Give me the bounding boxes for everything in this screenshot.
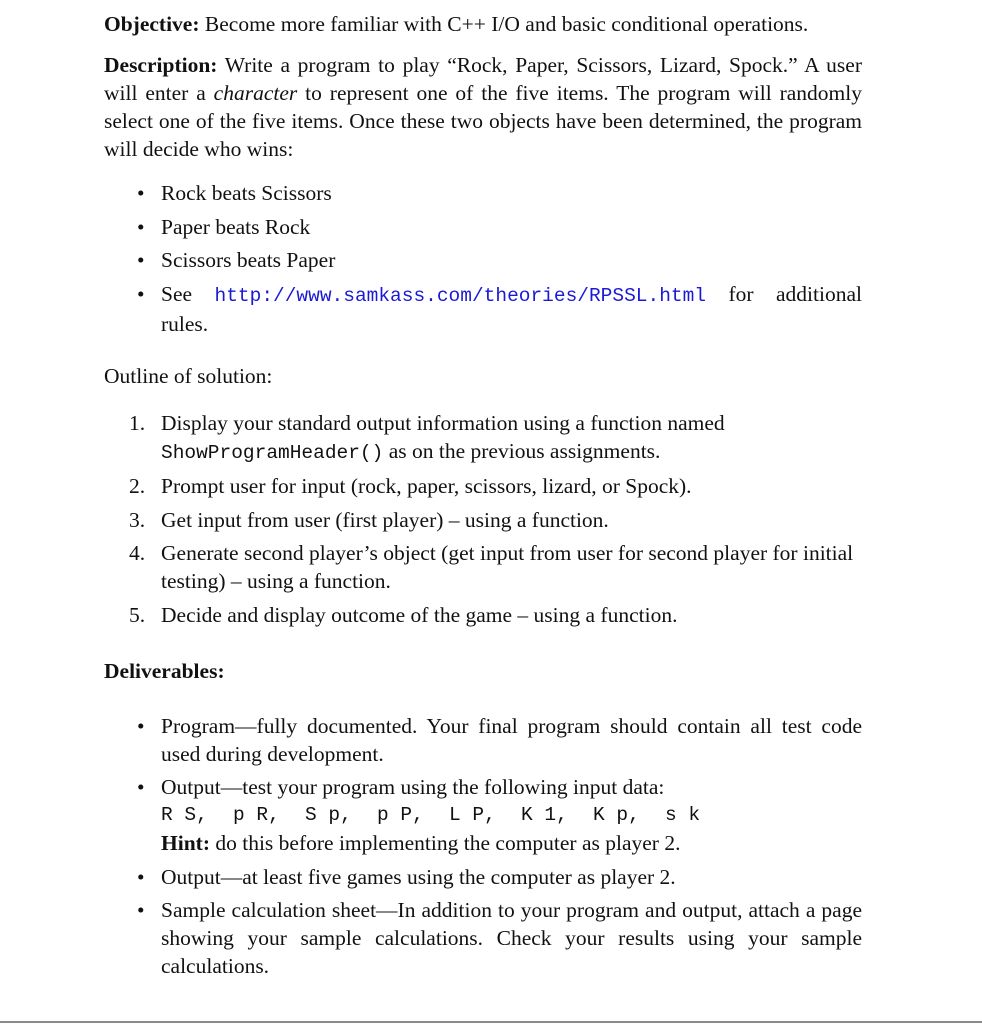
objective-text: Become more familiar with C++ I/O and basic conditional operations. <box>204 12 809 36</box>
list-item: • Rock beats Scissors <box>137 181 332 205</box>
bullet-icon: • <box>137 214 145 239</box>
list-item: 5. Decide and display outcome of the game – using a function. <box>129 602 678 627</box>
hint: Hint: do this before implementing the computer as player 2. <box>161 831 681 855</box>
objective-label: Objective: <box>104 12 200 36</box>
description-text-after: to represent one of the five items. The program will randomly select one of the five items. Once these two objects have been determined, the program will decide who wins: <box>104 81 862 161</box>
bullet-icon: • <box>137 775 145 799</box>
description-label: Description: <box>104 53 218 77</box>
outline-heading: Outline of solution: <box>104 363 273 388</box>
list-item: 2. Prompt user for input (rock, paper, scissors, lizard, or Spock). <box>129 474 692 498</box>
function-name: ShowProgramHeader() <box>161 441 384 464</box>
list-item: • Program—fully documented. Your final program should contain all test code used during development. <box>137 713 862 766</box>
list-item: 1. Display your standard output information using a function named ShowProgramHeader() as on the previous assignments. <box>129 410 725 464</box>
deliverables-heading: Deliverables: <box>104 658 225 683</box>
bottom-divider <box>0 1021 982 1023</box>
bullet-icon: • <box>137 281 145 306</box>
description-paragraph <box>104 51 862 163</box>
list-item: 3. Get input from user (first player) – using a function. <box>129 507 609 532</box>
description-emphasis: character <box>213 81 298 105</box>
bullet-icon: • <box>137 248 145 272</box>
list-item: 4. Generate second player’s object (get input from user for second player for initial testing) – using a function. <box>129 541 854 593</box>
bullet-icon: • <box>137 864 145 889</box>
list-item: • Paper beats Rock <box>137 214 311 239</box>
bullet-icon: • <box>137 898 145 922</box>
outline-steps <box>104 409 862 629</box>
document-page <box>104 10 862 986</box>
list-item: • Scissors beats Paper <box>137 248 336 272</box>
rules-list <box>104 179 862 338</box>
deliverables-list <box>104 712 862 981</box>
bullet-icon: • <box>137 181 145 205</box>
objective-paragraph <box>104 10 862 38</box>
description-text-before: Write a program to play “Rock, Paper, Scissors, Lizard, Spock.” A user will enter a <box>104 53 862 105</box>
bullet-icon: • <box>137 713 145 738</box>
list-item: • See http://www.samkass.com/theories/RPSSL.html for additional rules. <box>137 281 862 336</box>
rules-link[interactable]: http://www.samkass.com/theories/RPSSL.html <box>214 284 706 307</box>
test-data: R S, p R, S p, p P, L P, K 1, K p, s k <box>161 804 701 826</box>
list-item: • Output—at least five games using the computer as player 2. <box>137 864 676 889</box>
list-item: • Sample calculation sheet—In addition to your program and output, attach a page showing your sample calculations. Check your results using your sample calculations. <box>137 898 862 978</box>
list-item: • Output—test your program using the following input data: R S, p R, S p, p P, L P, K 1, K p, s k Hint: do this before implementing the computer as player 2. <box>104 773 862 857</box>
